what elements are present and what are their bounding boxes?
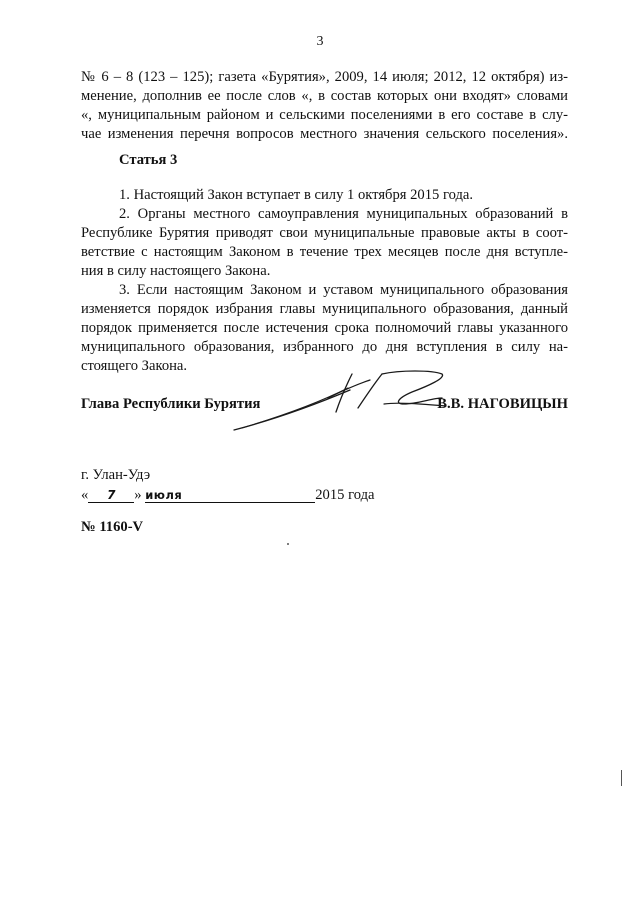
text-line: муниципального образования, избранного до дня вступления в силу на- (81, 339, 568, 355)
date-month: июля (145, 488, 315, 503)
page-number: 3 (316, 34, 324, 49)
text-line: «, муниципальным районом и сельскими поселениями в его составе в слу- (81, 107, 568, 123)
date-year: 2015 года (315, 487, 375, 503)
article-clause-3 (81, 281, 568, 376)
text-line: № 6 – 8 (123 – 125); газета «Бурятия», 2009, 14 июля; 2012, 12 октября) из- (81, 69, 568, 85)
text-line: изменяется порядок избрания главы муниципального образования, данный (81, 301, 568, 317)
registration-number: № 1160-V (81, 519, 144, 535)
signatory-name: В.В. НАГОВИЦЫН (437, 396, 568, 412)
scan-speck (287, 543, 289, 545)
date-close-quote: » (134, 487, 142, 503)
text-line: 1. Настоящий Закон вступает в силу 1 октября 2015 года. (119, 187, 474, 203)
signatory-title: Глава Республики Бурятия (81, 396, 261, 412)
place-of-signing: г. Улан-Удэ (81, 467, 151, 483)
handwritten-signature-icon (232, 368, 462, 440)
text-line: чае изменения перечня вопросов местного значения сельского поселения». (81, 126, 568, 142)
text-line: Республике Бурятия приводят свои муниципальные правовые акты в соот- (81, 225, 568, 241)
signing-date (81, 487, 375, 504)
text-line: 3. Если настоящим Законом и уставом муниципального образования (119, 282, 568, 298)
article-clause-1 (81, 186, 568, 205)
text-line: ния в силу настоящего Закона. (81, 263, 271, 279)
date-open-quote: « (81, 487, 89, 503)
scan-speck (621, 770, 622, 786)
text-line: порядок применяется после истечения срока полномочий главы указанного (81, 320, 568, 336)
text-line: ветствие с настоящим Законом в течение трех месяцев после дня вступле- (81, 244, 568, 260)
text-line: 2. Органы местного самоуправления муниципальных образований в (119, 206, 568, 222)
date-day: 7 (88, 488, 134, 503)
intro-paragraph (81, 68, 568, 144)
article-heading: Статья 3 (119, 152, 178, 168)
text-line: стоящего Закона. (81, 358, 188, 374)
text-line: менение, дополнив ее после слов «, в состав которых они входят» словами (81, 88, 568, 104)
article-clause-2 (81, 205, 568, 281)
